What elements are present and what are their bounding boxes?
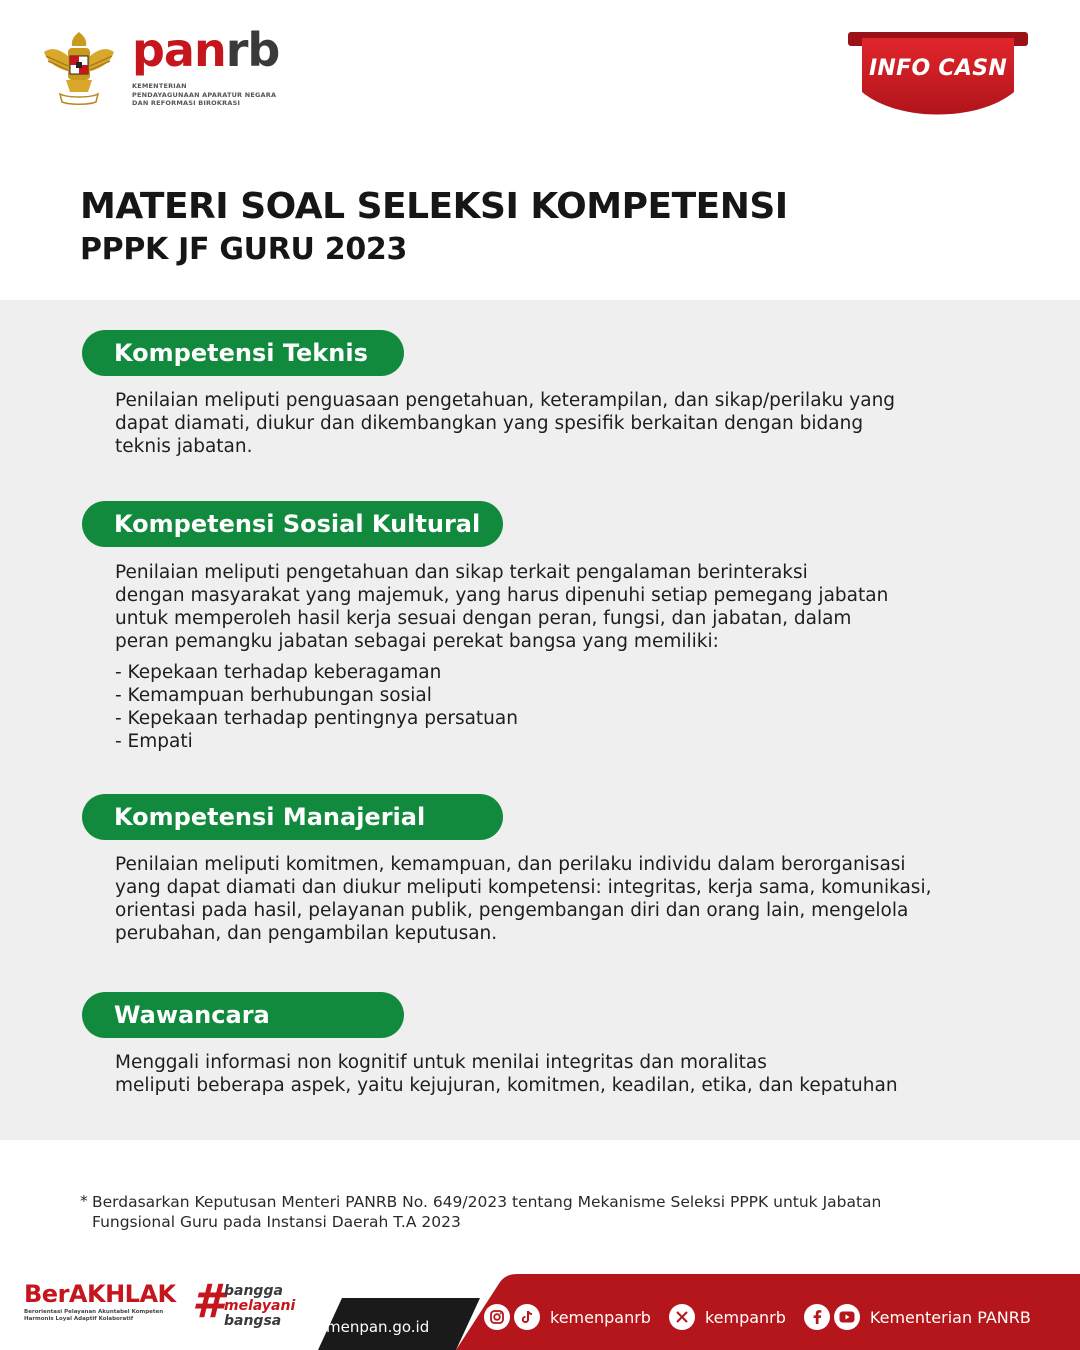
social-handle-kementerian-panrb[interactable]: Kementerian PANRB (869, 1307, 1031, 1327)
section-text-manajerial: Penilaian meliputi komitmen, kemampuan, dan perilaku individu dalam berorganisasi yang dapat diamati dan diukur meliputi kompetensi: integritas, kerja sama, komunikasi, orientasi pada hasil, pelayanan publik, pengembangan diri dan orang lain, mengelola perubahan, dan pengambilan keputusan. (115, 854, 932, 944)
social-handle-kemenpanrb[interactable]: kemenpanrb (550, 1307, 651, 1327)
social-links (484, 1304, 1049, 1330)
brand-logo (132, 24, 279, 108)
section-heading-wawancara: Wawancara (82, 992, 404, 1038)
section-text-teknis: Penilaian meliputi penguasaan pengetahuan, keterampilan, dan sikap/perilaku yang dapat diamati, diukur dan dikembangkan yang spesifik berkaitan dengan bidang teknis jabatan. (115, 390, 896, 457)
info-casn-label: INFO CASN (868, 56, 1008, 81)
content-panel (0, 300, 1080, 1140)
brand-subtitle: KEMENTERIAN PENDAYAGUNAAN APARATUR NEGARA DAN REFORMASI BIROKRASI (132, 82, 277, 107)
berakhlak-logo: BerAKHLAK Berorientasi Pelayanan Akuntabel Kompeten Harmonis Loyal Adaptif Kolaboratif (24, 1280, 176, 1322)
website-link[interactable]: menpan.go.id (326, 1318, 430, 1336)
facebook-icon[interactable] (804, 1304, 830, 1330)
section-heading-manajerial: Kompetensi Manajerial (82, 794, 503, 840)
bangga-melayani-bangsa-logo: # bangga melayani bangsa (192, 1274, 296, 1329)
list-item: - Kepekaan terhadap pentingnya persatuan (115, 708, 518, 729)
list-item: - Kemampuan berhubungan sosial (115, 685, 432, 706)
instagram-icon[interactable] (484, 1304, 510, 1330)
section-heading-teknis: Kompetensi Teknis (82, 330, 404, 376)
garuda-emblem-icon (38, 26, 120, 110)
sosial-kultural-list (115, 661, 518, 753)
page-title: MATERI SOAL SELEKSI KOMPETENSI (80, 186, 788, 227)
youtube-icon[interactable] (834, 1304, 860, 1330)
header (0, 0, 1080, 300)
brand-name: panrb (132, 23, 280, 77)
tiktok-icon[interactable] (514, 1304, 540, 1330)
page-subtitle: PPPK JF GURU 2023 (80, 232, 408, 267)
list-item: - Empati (115, 731, 193, 752)
x-icon[interactable] (669, 1304, 695, 1330)
section-heading-sosial-kultural: Kompetensi Sosial Kultural (82, 501, 503, 547)
list-item: - Kepekaan terhadap keberagaman (115, 662, 442, 683)
footnote: * Berdasarkan Keputusan Menteri PANRB No. 649/2023 tentang Mekanisme Seleksi PPPK untuk Jabatan Fungsional Guru pada Instansi Daerah T.A 2023 (80, 1192, 882, 1231)
section-text-sosial-kultural: Penilaian meliputi pengetahuan dan sikap terkait pengalaman berinteraksi dengan masyarakat yang majemuk, yang harus dipenuhi setiap pemegang jabatan untuk memperoleh hasil kerja sesuai dengan peran, fungsi, dan jabatan, dalam peran pemangku jabatan sebagai perekat bangsa yang memiliki: (115, 562, 889, 652)
footer (0, 1262, 1080, 1350)
footnote-asterisk: * (80, 1192, 88, 1210)
social-handle-kempanrb[interactable]: kempanrb (704, 1307, 786, 1327)
section-text-wawancara: Menggali informasi non kognitif untuk menilai integritas dan moralitas meliputi beberapa aspek, yaitu kejujuran, komitmen, keadilan, etika, dan kepatuhan (115, 1052, 898, 1096)
